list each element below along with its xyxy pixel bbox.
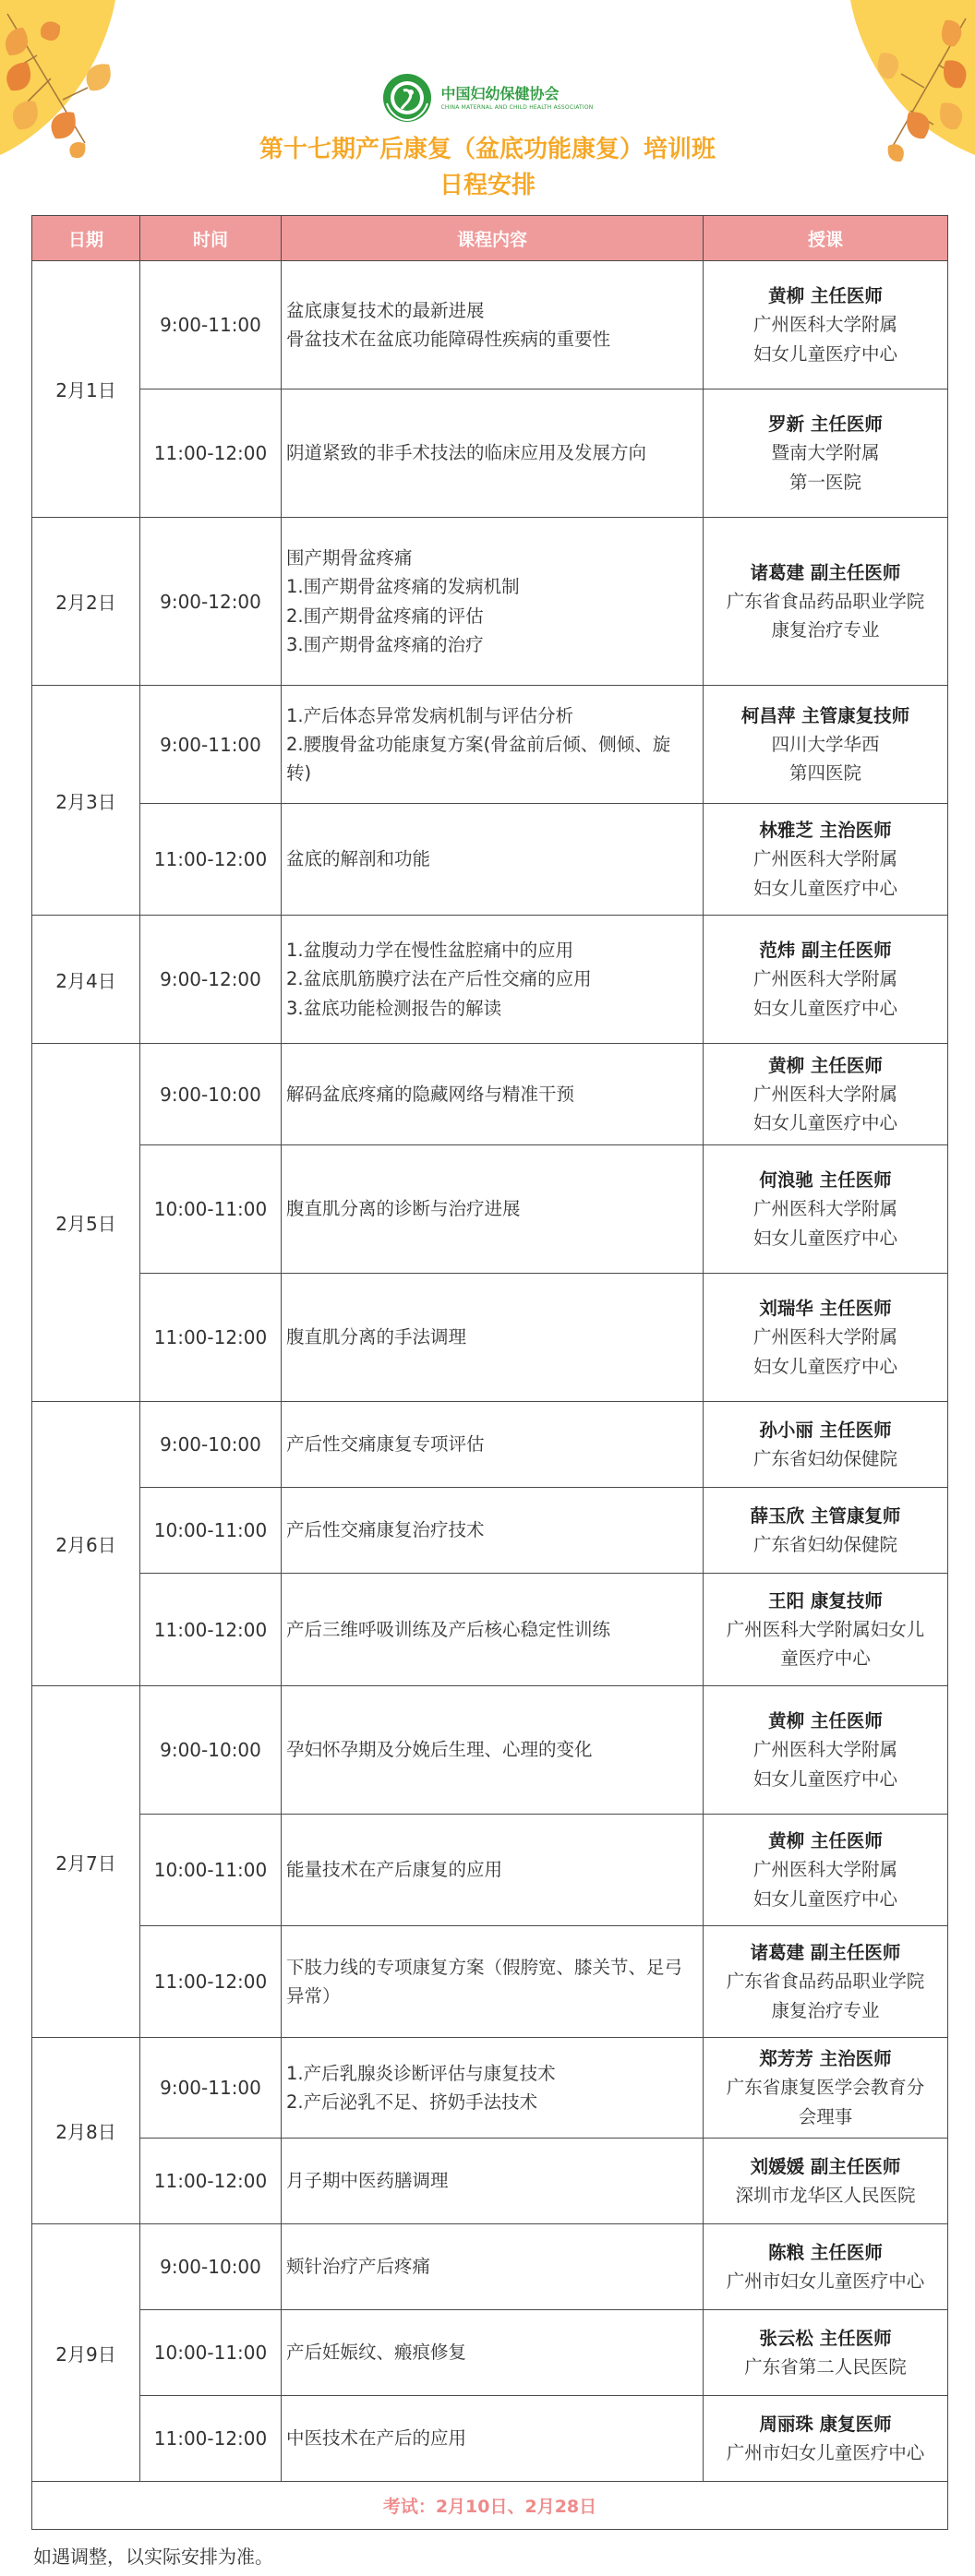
lecturer-cell: [704, 804, 948, 916]
lecturer-affiliation: 康复治疗专业: [771, 619, 880, 641]
course-line: 产后性交痛康复专项评估: [286, 1433, 485, 1456]
lecturer-affiliation: 第四医院: [788, 762, 861, 785]
table-row: [32, 2224, 948, 2310]
course-line: 腹直肌分离的诊断与治疗进展: [286, 1198, 521, 1220]
lecturer-name: 柯昌萍 主管康复技师: [740, 704, 910, 726]
exam-note: 考试：2月10日、2月28日: [32, 2482, 948, 2530]
course-line: 3.围产期骨盆疼痛的治疗: [286, 633, 484, 655]
column-header-time: 时间: [140, 216, 282, 261]
lecturer-cell: [704, 1815, 948, 1926]
lecturer-affiliation: 妇女儿童医疗中心: [752, 342, 897, 365]
table-row: [32, 1686, 948, 1815]
date-cell: 2月4日: [32, 916, 140, 1044]
time-cell: 9:00-11:00: [140, 686, 282, 804]
time-cell: 11:00-12:00: [140, 389, 282, 518]
lecturer-cell: [704, 2038, 948, 2139]
lecturer-affiliation: 广州医科大学附属: [752, 1739, 897, 1761]
lecturer-cell: [704, 1044, 948, 1145]
course-cell: [282, 2224, 704, 2310]
table-row: [32, 2396, 948, 2482]
lecturer-affiliation: 广东省妇幼保健院: [752, 1534, 897, 1555]
course-line: 1.产后体态异常发病机制与评估分析: [286, 704, 574, 726]
date-cell: 2月8日: [32, 2038, 140, 2224]
lecturer-affiliation: 广东省食品药品职业学院: [726, 1971, 925, 1993]
course-line: 腹直肌分离的手法调理: [286, 1326, 467, 1348]
course-line: 产后妊娠纹、瘢痕修复: [286, 2342, 467, 2364]
time-cell: 9:00-10:00: [140, 1402, 282, 1488]
course-cell: [282, 686, 704, 804]
page-header: [0, 0, 975, 212]
table-row: [32, 2310, 948, 2396]
lecturer-affiliation: 广州医科大学附属: [752, 968, 897, 990]
lecturer-name: 罗新 主任医师: [768, 413, 883, 436]
course-line: 下肢力线的专项康复方案（假胯宽、膝关节、足弓异常）: [286, 1956, 683, 2007]
course-line: 骨盆技术在盆底功能障碍性疾病的重要性: [286, 329, 611, 350]
time-cell: 11:00-12:00: [140, 1274, 282, 1402]
time-cell: 9:00-11:00: [140, 261, 282, 389]
course-line: 盆底康复技术的最新进展: [286, 299, 485, 321]
course-cell: [282, 2139, 704, 2224]
date-cell: 2月9日: [32, 2224, 140, 2482]
course-cell: [282, 2038, 704, 2139]
lecturer-affiliation: 妇女儿童医疗中心: [752, 1112, 897, 1134]
lecturer-name: 黄柳 主任医师: [768, 1710, 883, 1732]
lecturer-affiliation: 妇女儿童医疗中心: [752, 997, 897, 1019]
schedule-table: [31, 215, 948, 2530]
table-row: [32, 916, 948, 1044]
lecturer-affiliation: 广东省康复医学会教育分: [726, 2077, 925, 2099]
page-subtitle: 日程安排: [439, 172, 536, 199]
lecturer-affiliation: 第一医院: [788, 471, 861, 493]
time-cell: 9:00-10:00: [140, 1686, 282, 1815]
time-cell: 10:00-11:00: [140, 2310, 282, 2396]
lecturer-affiliation: 广州医科大学附属: [752, 1859, 897, 1881]
lecturer-cell: [704, 1686, 948, 1815]
time-cell: 9:00-12:00: [140, 916, 282, 1044]
course-line: 1.盆腹动力学在慢性盆腔痛中的应用: [286, 940, 574, 962]
lecturer-name: 陈粮 主任医师: [768, 2241, 883, 2263]
lecturer-affiliation: 会理事: [798, 2105, 853, 2127]
lecturer-affiliation: 广州医科大学附属: [752, 1083, 897, 1105]
lecturer-name: 林雅芝 主治医师: [759, 820, 892, 842]
lecturer-affiliation: 广东省妇幼保健院: [752, 1448, 897, 1469]
course-cell: [282, 389, 704, 518]
time-cell: 10:00-11:00: [140, 1145, 282, 1274]
table-header-row: [32, 216, 948, 261]
lecturer-name: 王阳 康复技师: [768, 1589, 883, 1611]
course-cell: [282, 804, 704, 916]
course-line: 2.围产期骨盆疼痛的评估: [286, 605, 484, 627]
lecturer-cell: [704, 1274, 948, 1402]
lecturer-name: 刘媛媛 副主任医师: [750, 2155, 901, 2177]
time-cell: 11:00-12:00: [140, 1574, 282, 1686]
table-row: [32, 1145, 948, 1274]
column-header-lecturer: 授课: [704, 216, 948, 261]
course-line: 解码盆底疼痛的隐藏网络与精准干预: [286, 1083, 575, 1105]
table-row: [32, 2139, 948, 2224]
time-cell: 9:00-11:00: [140, 2038, 282, 2139]
lecturer-affiliation: 妇女儿童医疗中心: [752, 1767, 897, 1790]
footnote: 如遇调整，以实际安排为准。: [33, 2546, 273, 2568]
time-cell: 11:00-12:00: [140, 2396, 282, 2482]
time-cell: 10:00-11:00: [140, 1488, 282, 1574]
lecturer-affiliation: 四川大学华西: [771, 733, 880, 755]
time-cell: 11:00-12:00: [140, 1926, 282, 2038]
table-row: [32, 389, 948, 518]
time-cell: 10:00-11:00: [140, 1815, 282, 1926]
lecturer-name: 张云松 主任医师: [759, 2327, 892, 2349]
table-row: [32, 518, 948, 686]
course-line: 阴道紧致的非手术技法的临床应用及发展方向: [286, 442, 647, 464]
lecturer-affiliation: 广州医科大学附属: [752, 314, 897, 336]
exam-row: [32, 2482, 948, 2530]
course-line: 1.围产期骨盆疼痛的发病机制: [286, 576, 520, 598]
lecturer-cell: [704, 261, 948, 389]
lecturer-affiliation: 广州医科大学附属妇女儿: [726, 1618, 925, 1640]
column-header-date: 日期: [32, 216, 140, 261]
course-cell: [282, 916, 704, 1044]
lecturer-affiliation: 广州医科大学附属: [752, 1198, 897, 1220]
course-line: 2.盆底肌筋膜疗法在产后性交痛的应用: [286, 968, 592, 990]
date-cell: 2月2日: [32, 518, 140, 686]
course-cell: [282, 1926, 704, 2038]
time-cell: 11:00-12:00: [140, 2139, 282, 2224]
course-cell: [282, 1488, 704, 1574]
time-cell: 9:00-12:00: [140, 518, 282, 686]
lecturer-name: 孙小丽 主任医师: [759, 1419, 892, 1441]
course-cell: [282, 261, 704, 389]
lecturer-cell: [704, 1488, 948, 1574]
table-row: [32, 2038, 948, 2139]
lecturer-cell: [704, 2310, 948, 2396]
course-line: 产后三维呼吸训练及产后核心稳定性训练: [286, 1618, 611, 1640]
course-cell: [282, 1145, 704, 1274]
table-row: [32, 686, 948, 804]
lecturer-cell: [704, 1402, 948, 1488]
course-cell: [282, 2396, 704, 2482]
lecturer-affiliation: 暨南大学附属: [771, 442, 880, 464]
lecturer-affiliation: 妇女儿童医疗中心: [752, 1887, 897, 1910]
lecturer-cell: [704, 1574, 948, 1686]
course-cell: [282, 1274, 704, 1402]
lecturer-name: 诸葛建 副主任医师: [750, 561, 901, 583]
course-line: 2.腰腹骨盆功能康复方案(骨盆前后倾、侧倾、旋转): [286, 733, 671, 785]
table-row: [32, 261, 948, 389]
course-cell: [282, 1815, 704, 1926]
course-cell: [282, 1044, 704, 1145]
lecturer-affiliation: 广州医科大学附属: [752, 1326, 897, 1348]
course-cell: [282, 1686, 704, 1815]
course-line: 1.产后乳腺炎诊断评估与康复技术: [286, 2062, 556, 2084]
course-line: 盆底的解剖和功能: [286, 848, 431, 870]
lecturer-name: 诸葛建 副主任医师: [750, 1942, 901, 1964]
course-cell: [282, 518, 704, 686]
course-line: 中医技术在产后的应用: [286, 2427, 467, 2450]
lecturer-cell: [704, 916, 948, 1044]
lecturer-name: 郑芳芳 主治医师: [759, 2048, 892, 2070]
lecturer-cell: [704, 686, 948, 804]
course-line: 月子期中医药膳调理: [286, 2170, 449, 2192]
lecturer-cell: [704, 2396, 948, 2482]
lecturer-name: 黄柳 主任医师: [768, 1054, 883, 1076]
lecturer-cell: [704, 518, 948, 686]
lecturer-affiliation: 广东省第二人民医院: [744, 2356, 907, 2378]
lecturer-affiliation: 深圳市龙华区人民医院: [735, 2185, 916, 2206]
lecturer-affiliation: 妇女儿童医疗中心: [752, 1355, 897, 1377]
page-title: 第十七期产后康复（盆底功能康复）培训班: [259, 136, 716, 163]
course-line: 3.盆底功能检测报告的解读: [286, 997, 502, 1019]
date-cell: 2月3日: [32, 686, 140, 916]
lecturer-name: 黄柳 主任医师: [768, 1830, 883, 1852]
course-cell: [282, 1574, 704, 1686]
lecturer-cell: [704, 389, 948, 518]
org-name-en: CHINA MATERNAL AND CHILD HEALTH ASSOCIATION: [440, 103, 594, 111]
lecturer-name: 刘瑞华 主任医师: [759, 1298, 892, 1320]
association-emblem-icon: [381, 72, 433, 124]
course-line: 孕妇怀孕期及分娩后生理、心理的变化: [286, 1739, 593, 1761]
date-cell: 2月7日: [32, 1686, 140, 2038]
course-cell: [282, 1402, 704, 1488]
lecturer-affiliation: 康复治疗专业: [771, 1999, 880, 2021]
lecturer-affiliation: 广州市妇女儿童医疗中心: [726, 2442, 925, 2463]
course-line: 产后性交痛康复治疗技术: [286, 1519, 485, 1541]
course-line: 2.产后泌乳不足、挤奶手法技术: [286, 2091, 538, 2113]
lecturer-affiliation: 妇女儿童医疗中心: [752, 1227, 897, 1249]
table-row: [32, 1926, 948, 2038]
table-row: [32, 804, 948, 916]
lecturer-name: 黄柳 主任医师: [768, 285, 883, 307]
date-cell: 2月5日: [32, 1044, 140, 1402]
org-name: 中国妇幼保健协会: [440, 84, 560, 102]
course-line: 能量技术在产后康复的应用: [286, 1859, 503, 1881]
course-line: 颊针治疗产后疼痛: [286, 2256, 431, 2278]
lecturer-name: 范炜 副主任医师: [759, 940, 892, 962]
course-line: 围产期骨盆疼痛: [286, 547, 413, 569]
lecturer-name: 周丽珠 康复医师: [759, 2413, 892, 2435]
table-row: [32, 1402, 948, 1488]
org-logo: [0, 72, 975, 124]
lecturer-name: 薛玉欣 主管康复师: [750, 1504, 901, 1527]
lecturer-affiliation: 广州医科大学附属: [752, 848, 897, 870]
date-cell: 2月6日: [32, 1402, 140, 1686]
time-cell: 9:00-10:00: [140, 1044, 282, 1145]
column-header-course: 课程内容: [282, 216, 704, 261]
course-cell: [282, 2310, 704, 2396]
date-cell: 2月1日: [32, 261, 140, 518]
lecturer-cell: [704, 1145, 948, 1274]
lecturer-affiliation: 童医疗中心: [780, 1647, 871, 1670]
lecturer-affiliation: 妇女儿童医疗中心: [752, 877, 897, 899]
lecturer-name: 何浪驰 主任医师: [759, 1169, 892, 1192]
lecturer-cell: [704, 1926, 948, 2038]
table-row: [32, 1488, 948, 1574]
lecturer-cell: [704, 2139, 948, 2224]
table-row: [32, 1574, 948, 1686]
lecturer-affiliation: 广东省食品药品职业学院: [726, 590, 925, 612]
table-row: [32, 1044, 948, 1145]
time-cell: 9:00-10:00: [140, 2224, 282, 2310]
time-cell: 11:00-12:00: [140, 804, 282, 916]
table-row: [32, 1274, 948, 1402]
lecturer-affiliation: 广州市妇女儿童医疗中心: [726, 2270, 925, 2292]
lecturer-cell: [704, 2224, 948, 2310]
table-row: [32, 1815, 948, 1926]
